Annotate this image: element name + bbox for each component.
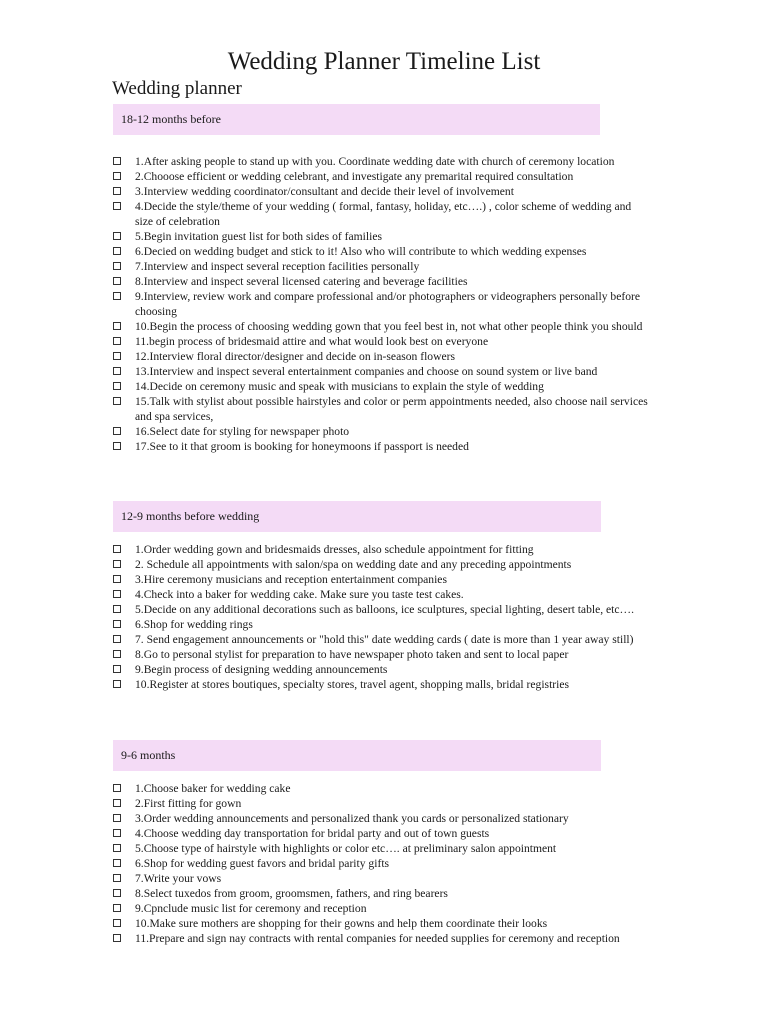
checklist-item <box>112 169 652 184</box>
checklist-item <box>112 349 652 364</box>
checklist-item <box>112 259 652 274</box>
checkbox-icon[interactable] <box>113 919 121 927</box>
checkbox-icon[interactable] <box>113 187 121 195</box>
checkbox-icon[interactable] <box>113 337 121 345</box>
checklist-item <box>112 796 652 811</box>
checkbox-icon[interactable] <box>113 367 121 375</box>
section-list-12-9-months <box>112 542 652 692</box>
checklist-item-text: 5.Begin invitation guest list for both sides of families <box>135 230 382 243</box>
checkbox-icon[interactable] <box>113 605 121 613</box>
checklist-item-text: 11.begin process of bridesmaid attire and what would look best on everyone <box>135 335 489 348</box>
checklist-item-text: 6.Decied on wedding budget and stick to it! Also who will contribute to which wedding expenses <box>135 245 587 258</box>
checkbox-icon[interactable] <box>113 844 121 852</box>
checklist-item-text: 16.Select date for styling for newspaper photo <box>135 425 350 438</box>
checklist-item <box>112 364 652 379</box>
checklist-item <box>112 617 652 632</box>
checklist-item-text: 8.Go to personal stylist for preparation to have newspaper photo taken and sent to local paper <box>135 648 569 661</box>
checklist-item <box>112 274 652 289</box>
document-title: Wedding Planner Timeline List <box>227 48 541 75</box>
checkbox-icon[interactable] <box>113 665 121 673</box>
checklist-item-text: 14.Decide on ceremony music and speak with musicians to explain the style of wedding <box>135 380 544 393</box>
checklist-item-text: 5.Choose type of hairstyle with highlights or color etc…. at preliminary salon appointment <box>135 842 557 855</box>
checklist-item-text: 6.Shop for wedding guest favors and bridal parity gifts <box>135 857 390 870</box>
checkbox-icon[interactable] <box>113 202 121 210</box>
section-heading-9-6-months: 9-6 months <box>113 740 601 771</box>
checklist-item <box>112 886 652 901</box>
checkbox-icon[interactable] <box>113 590 121 598</box>
checklist-item <box>112 662 652 677</box>
checklist-item-text: 8.Interview and inspect several licensed catering and beverage facilities <box>135 275 468 288</box>
checkbox-icon[interactable] <box>113 799 121 807</box>
checklist-item-text: 7. Send engagement announcements or "hold this" date wedding cards ( date is more than 1 year away still) <box>135 633 634 646</box>
checkbox-icon[interactable] <box>113 397 121 405</box>
checklist-item-text: 9.Begin process of designing wedding announcements <box>135 663 388 676</box>
checkbox-icon[interactable] <box>113 784 121 792</box>
checklist-item-text: 1.Order wedding gown and bridesmaids dresses, also schedule appointment for fitting <box>135 543 534 556</box>
checklist-item-text: 1.Choose baker for wedding cake <box>135 782 291 795</box>
checklist-item <box>112 542 652 557</box>
checklist-item-text: 10.Begin the process of choosing wedding gown that you feel best in, not what other people think you should <box>135 320 643 333</box>
checklist-item-text: 9.Cpnclude music list for ceremony and reception <box>135 902 367 915</box>
checkbox-icon[interactable] <box>113 620 121 628</box>
checklist-item <box>112 841 652 856</box>
checklist-item <box>112 811 652 826</box>
checklist-item <box>112 334 652 349</box>
checklist-item-text: 3.Interview wedding coordinator/consultant and decide their level of involvement <box>135 185 514 198</box>
checkbox-icon[interactable] <box>113 322 121 330</box>
checklist-item-text: 4.Choose wedding day transportation for bridal party and out of town guests <box>135 827 490 840</box>
checklist-item <box>112 587 652 602</box>
checklist-item <box>112 632 652 647</box>
checklist-item-text: 7.Write your vows <box>135 872 222 885</box>
document-subtitle: Wedding planner <box>112 78 242 99</box>
checklist-item-text: 8.Select tuxedos from groom, groomsmen, fathers, and ring bearers <box>135 887 448 900</box>
checkbox-icon[interactable] <box>113 814 121 822</box>
section-heading-12-9-months: 12-9 months before wedding <box>113 501 601 532</box>
checklist-item <box>112 154 652 169</box>
checkbox-icon[interactable] <box>113 292 121 300</box>
checkbox-icon[interactable] <box>113 859 121 867</box>
checklist-item <box>112 184 652 199</box>
checklist-item-text: 4.Decide the style/theme of your wedding ( formal, fantasy, holiday, etc….) , color scheme of wedding and size of celebration <box>135 200 632 228</box>
checkbox-icon[interactable] <box>113 635 121 643</box>
checkbox-icon[interactable] <box>113 232 121 240</box>
checklist-item-text: 2.First fitting for gown <box>135 797 242 810</box>
section-list-9-6-months <box>112 781 652 946</box>
checklist-item <box>112 677 652 692</box>
checklist-item-text: 13.Interview and inspect several entertainment companies and choose on sound system or live band <box>135 365 598 378</box>
section-list-18-12-months <box>112 154 652 454</box>
checkbox-icon[interactable] <box>113 874 121 882</box>
checklist-item <box>112 229 652 244</box>
checklist-item <box>112 916 652 931</box>
checkbox-icon[interactable] <box>113 427 121 435</box>
checkbox-icon[interactable] <box>113 382 121 390</box>
checklist-item <box>112 901 652 916</box>
checklist-item-text: 3.Order wedding announcements and personalized thank you cards or personalized stationary <box>135 812 569 825</box>
checkbox-icon[interactable] <box>113 442 121 450</box>
checklist-item <box>112 826 652 841</box>
checklist-item <box>112 394 652 424</box>
checklist-item <box>112 931 652 946</box>
checkbox-icon[interactable] <box>113 352 121 360</box>
checkbox-icon[interactable] <box>113 545 121 553</box>
section-heading-18-12-months: 18-12 months before <box>113 104 600 135</box>
checklist-item-text: 10.Make sure mothers are shopping for their gowns and help them coordinate their looks <box>135 917 548 930</box>
checklist-item <box>112 289 652 319</box>
checklist-item <box>112 572 652 587</box>
checkbox-icon[interactable] <box>113 904 121 912</box>
checklist-item <box>112 856 652 871</box>
checkbox-icon[interactable] <box>113 934 121 942</box>
checklist-item-text: 7.Interview and inspect several reception facilities personally <box>135 260 420 273</box>
checklist-item-text: 10.Register at stores boutiques, specialty stores, travel agent, shopping malls, bridal registries <box>135 678 570 691</box>
checkbox-icon[interactable] <box>113 889 121 897</box>
checkbox-icon[interactable] <box>113 560 121 568</box>
checklist-item <box>112 379 652 394</box>
checklist-item-text: 2. Schedule all appointments with salon/spa on wedding date and any preceding appointments <box>135 558 572 571</box>
checkbox-icon[interactable] <box>113 829 121 837</box>
checklist-item-text: 3.Hire ceremony musicians and reception entertainment companies <box>135 573 447 586</box>
checklist-item-text: 5.Decide on any additional decorations such as balloons, ice sculptures, special lighting, desert table, etc…. <box>135 603 635 616</box>
checkbox-icon[interactable] <box>113 650 121 658</box>
checkbox-icon[interactable] <box>113 247 121 255</box>
checkbox-icon[interactable] <box>113 157 121 165</box>
checklist-item <box>112 199 652 229</box>
checklist-item <box>112 871 652 886</box>
checklist-item-text: 9.Interview, review work and compare professional and/or photographers or videographers personally before choosing <box>135 290 641 318</box>
checklist-item <box>112 244 652 259</box>
checklist-item <box>112 647 652 662</box>
checkbox-icon[interactable] <box>113 575 121 583</box>
checklist-item-text: 2.Chooose efficient or wedding celebrant, and investigate any premarital required consultation <box>135 170 574 183</box>
checkbox-icon[interactable] <box>113 680 121 688</box>
checklist-item <box>112 602 652 617</box>
checklist-item <box>112 781 652 796</box>
checklist-item-text: 1.After asking people to stand up with you. Coordinate wedding date with church of ceremony location <box>135 155 615 168</box>
checkbox-icon[interactable] <box>113 262 121 270</box>
checkbox-icon[interactable] <box>113 172 121 180</box>
checklist-item-text: 6.Shop for wedding rings <box>135 618 253 631</box>
checklist-item-text: 12.Interview floral director/designer and decide on in-season flowers <box>135 350 455 363</box>
checkbox-icon[interactable] <box>113 277 121 285</box>
checklist-item-text: 11.Prepare and sign nay contracts with rental companies for needed supplies for ceremony and reception <box>135 932 620 945</box>
checklist-item <box>112 424 652 439</box>
checklist-item-text: 4.Check into a baker for wedding cake. Make sure you taste test cakes. <box>135 588 464 601</box>
checklist-item <box>112 319 652 334</box>
checklist-item-text: 17.See to it that groom is booking for honeymoons if passport is needed <box>135 440 469 453</box>
checklist-item-text: 15.Talk with stylist about possible hairstyles and color or perm appointments needed, also choose nail services and spa services, <box>135 395 648 423</box>
checklist-item <box>112 439 652 454</box>
checklist-item <box>112 557 652 572</box>
